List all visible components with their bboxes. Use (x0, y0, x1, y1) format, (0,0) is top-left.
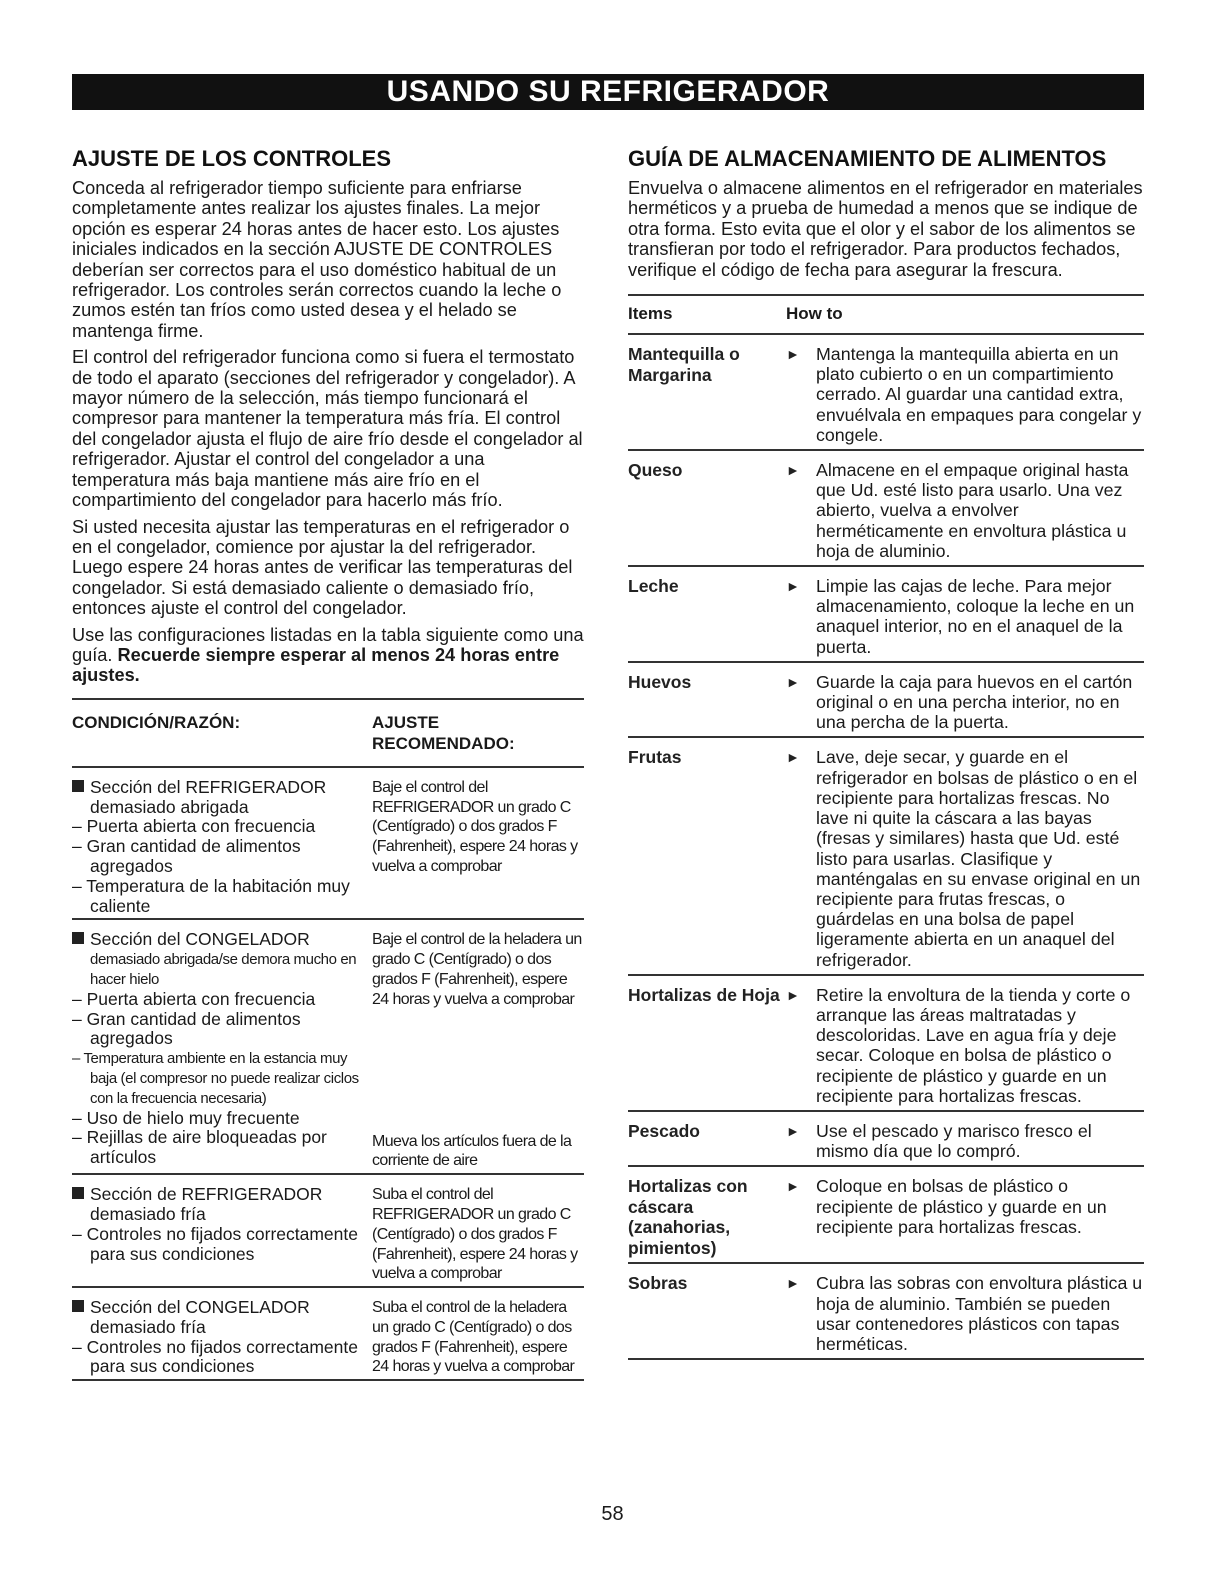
arrow-bullet-icon: ► (786, 1275, 800, 1292)
controls-table-row (72, 768, 584, 921)
square-bullet-icon (72, 1300, 84, 1312)
storage-table-row (628, 663, 1144, 739)
condition-heading-text: Sección de REFRIGERADOR (90, 1184, 323, 1205)
condition-cell (72, 1298, 372, 1377)
setting-column-header (372, 712, 584, 754)
condition-heading-text: Sección del REFRIGERADOR (90, 776, 327, 797)
storage-table-row (628, 738, 1144, 975)
storage-table-row (628, 335, 1144, 451)
square-bullet-icon (72, 1187, 84, 1199)
condition-subtitle: demasiado fría (90, 1203, 206, 1224)
arrow-bullet-icon: ► (786, 673, 800, 690)
controls-paragraph-1: Conceda al refrigerador tiempo suficiente para enfriarse completamente antes realizar los ajustes finales. La mejor opción es esperar 24 horas antes de hacer esto. Los ajustes iniciales indicados en la sección AJUSTE DE CONTROLES deberían ser correctos para el uso doméstico habitual de un refrigerador. Los controles serán correctos cuando la leche o zumos estén tan fríos como usted desea y el helado se mantenga firme. (72, 178, 562, 341)
condition-heading (72, 1298, 372, 1318)
condition-subtitle: demasiado abrigada (90, 796, 249, 817)
food-item-name: Leche (628, 576, 679, 597)
food-storage-instructions: Lave, deje secar, y guarde en el refrigerador en bolsas de plástico o en el recipiente para hortalizas frescas. No lave ni quite la cáscara a las bayas (fresas y similares) hasta que Ud. esté listo para usarlas. Clasifique y manténgalas en su envase original en un recipiente para frutas frescas, o guárdelas en una bolsa de papel ligeramente abierta en un anaquel del refrigerador. (816, 747, 1141, 970)
condition-reason: – Puerta abierta con frecuencia (72, 816, 316, 837)
condition-column-header: CONDICIÓN/RAZÓN: (72, 712, 241, 732)
food-storage-instructions: Mantenga la mantequilla abierta en un plato cubierto o en un compartimiento cerrado. Al guardar una cantidad extra, envuélvala en empaques para congelar y congele. (816, 344, 1142, 445)
condition-reason: – Gran cantidad de alimentos agregados (72, 836, 301, 876)
storage-table-row (628, 1264, 1144, 1360)
food-item-name: Hortalizas con cáscara (zanahorias, pimientos) (628, 1176, 748, 1258)
controls-paragraph-4 (72, 625, 584, 686)
setting-cell: Suba el control de la heladera un grado C (Centígrado) o dos grados F (Fahrenheit), espere 24 horas y vuelva a comprobar (372, 1299, 575, 1376)
setting-header-line-2: RECOMENDADO: (372, 733, 515, 753)
storage-table-row (628, 976, 1144, 1112)
setting-text: Mueva los artículos fuera de la corriente de aire (372, 1132, 572, 1170)
howto-column-header: How to (786, 304, 843, 324)
food-storage-instructions: Retire la envoltura de la tienda y corte o arranque las áreas maltratadas y descoloridas. Lave en agua fría y deje secar. Coloque en bolsa de plástico o recipiente de plástico y guarde en un recipiente para hortalizas frescas. (816, 984, 1131, 1106)
controls-table (72, 698, 584, 1382)
storage-table-row (628, 567, 1144, 663)
arrow-bullet-icon: ► (786, 578, 800, 595)
setting-cell (372, 930, 584, 1171)
controls-table-row (72, 1288, 584, 1381)
condition-heading (72, 930, 372, 950)
arrow-bullet-icon: ► (786, 1178, 800, 1195)
arrow-bullet-icon: ► (786, 462, 800, 479)
food-storage-instructions: Guarde la caja para huevos en el cartón original o en una percha interior, no en una percha de la puerta. (816, 671, 1133, 733)
food-storage-instructions: Cubra las sobras con envoltura plástica u hoja de aluminio. También se pueden usar contenedores plásticos con tapas herméticas. (816, 1273, 1143, 1354)
page-header-banner: USANDO SU REFRIGERADOR (72, 74, 1144, 110)
controls-table-row (72, 1175, 584, 1288)
arrow-bullet-icon: ► (786, 346, 800, 363)
food-item-name: Pescado (628, 1120, 700, 1141)
food-item-name: Huevos (628, 671, 692, 692)
page-number: 58 (601, 1503, 624, 1525)
items-column-header: Items (628, 304, 673, 324)
food-item-name: Frutas (628, 747, 682, 768)
controls-paragraph-4-warning: Recuerde siempre esperar al menos 24 horas entre ajustes. (72, 644, 560, 686)
condition-reason: – Controles no fijados correctamente para sus condiciones (72, 1336, 358, 1377)
controls-paragraph-2: El control del refrigerador funciona como si fuera el termostato de todo el aparato (secciones del refrigerador y congelador). A mayor número de la selección, más tiempo funcionará el compresor para mantener la temperatura más fría. El control del congelador ajusta el flujo de aire frío desde el congelador al refrigerador. Ajustar el control del congelador a una temperatura más baja mantiene más aire frío en el compartimiento del congelador para hacerlo más frío. (72, 347, 583, 511)
condition-heading-text: Sección del CONGELADOR (90, 1297, 310, 1318)
food-item-name: Sobras (628, 1273, 688, 1294)
condition-subtitle: demasiado abrigada/se demora mucho en hacer hielo (90, 951, 357, 988)
storage-table-header (628, 296, 1144, 335)
condition-heading (72, 778, 372, 798)
storage-table-row (628, 451, 1144, 567)
condition-reason: – Rejillas de aire bloqueadas por artículos (72, 1127, 327, 1168)
controls-paragraph-4-text: Use las configuraciones listadas en la tabla siguiente como una guía. (72, 624, 584, 665)
food-storage-instructions: Coloque en bolsas de plástico o recipiente de plástico y guarde en un recipiente para hortalizas frescas. (816, 1176, 1107, 1237)
food-item-name: Mantequilla o Margarina (628, 344, 740, 385)
condition-reason: – Temperatura de la habitación muy caliente (72, 875, 350, 916)
food-item-name: Queso (628, 460, 683, 481)
storage-table-row (628, 1167, 1144, 1264)
food-item-name: Hortalizas de Hoja (628, 984, 780, 1005)
food-storage-instructions: Use el pescado y marisco fresco el mismo día que lo compró. (816, 1120, 1092, 1162)
condition-cell (72, 930, 372, 1171)
storage-guide-intro: Envuelva o almacene alimentos en el refrigerador en materiales herméticos y a prueba de humedad a menos que se indique de otra forma. Esto evita que el olor y el sabor de los alimentos se transfieran por todo el refrigerador. Para productos fechados, verifique el código de fecha para asegurar la frescura. (628, 178, 1143, 280)
food-storage-instructions: Limpie las cajas de leche. Para mejor almacenamiento, coloque la leche en un anaquel interior, no en el anaquel de la puerta. (816, 576, 1135, 657)
condition-reason: – Uso de hielo muy frecuente (72, 1107, 300, 1128)
condition-heading-text: Sección del CONGELADOR (90, 929, 310, 950)
setting-text: Baje el control de la heladera un grado C (Centígrado) o dos grados F (Fahrenheit), espere 24 horas y vuelva a comprobar (372, 931, 582, 1008)
arrow-bullet-icon: ► (786, 1122, 800, 1139)
setting-header-line-1: AJUSTE (372, 712, 440, 732)
controls-section-title: AJUSTE DE LOS CONTROLES (72, 146, 392, 171)
condition-cell (72, 1185, 372, 1284)
storage-table (628, 294, 1144, 1360)
square-bullet-icon (72, 932, 84, 944)
controls-table-row (72, 920, 584, 1175)
controls-section (72, 146, 584, 1381)
storage-table-body (628, 335, 1144, 1360)
condition-reason: – Puerta abierta con frecuencia (72, 988, 316, 1009)
setting-cell: Suba el control del REFRIGERADOR un grado C (Centígrado) o dos grados F (Fahrenheit), espere 24 horas y vuelva a comprobar (372, 1186, 578, 1283)
square-bullet-icon (72, 780, 84, 792)
condition-subtitle: demasiado fría (90, 1316, 206, 1337)
storage-guide-section (628, 146, 1144, 1360)
controls-table-header (72, 700, 584, 768)
condition-cell (72, 778, 372, 917)
condition-reason: – Temperatura ambiente en la estancia muy baja (el compresor no puede realizar ciclos con la frecuencia necesaria) (72, 1050, 359, 1107)
condition-reason: – Gran cantidad de alimentos agregados (72, 1008, 301, 1049)
arrow-bullet-icon: ► (786, 749, 800, 766)
storage-table-row (628, 1112, 1144, 1167)
setting-cell: Baje el control del REFRIGERADOR un grado C (Centígrado) o dos grados F (Fahrenheit), espere 24 horas y vuelva a comprobar (372, 778, 578, 875)
controls-paragraph-3: Si usted necesita ajustar las temperaturas en el refrigerador o en el congelador, comience por ajustar la del refrigerador. Luego espere 24 horas antes de verificar las temperaturas del congelador. Si está demasiado caliente o demasiado frío, entonces ajuste el control del congelador. (72, 516, 573, 619)
condition-reason: – Controles no fijados correctamente para sus condiciones (72, 1223, 358, 1264)
food-storage-instructions: Almacene en el empaque original hasta que Ud. esté listo para usarlo. Una vez abierto, vuelva a envolver herméticamente en envoltura plástica u hoja de aluminio. (816, 460, 1129, 561)
storage-guide-title: GUÍA DE ALMACENAMIENTO DE ALIMENTOS (628, 146, 1107, 171)
setting-spacer (372, 1010, 584, 1132)
condition-heading (72, 1185, 372, 1205)
arrow-bullet-icon: ► (786, 986, 800, 1003)
